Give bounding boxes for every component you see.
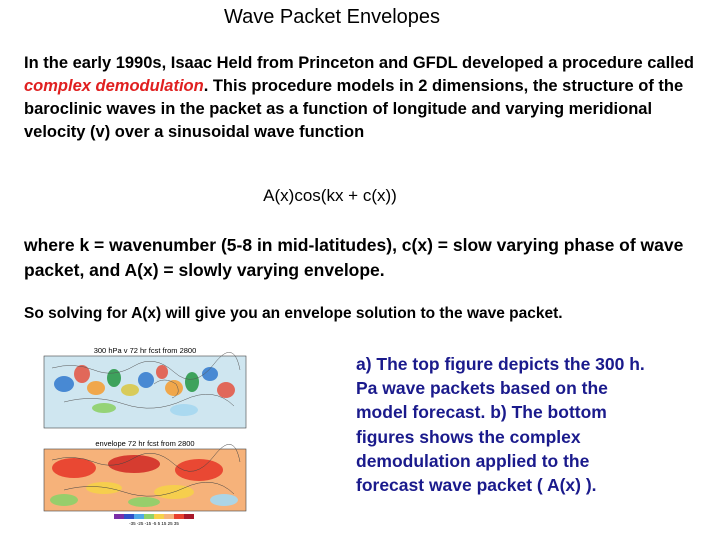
figure-caption: a) The top figure depicts the 300 h. Pa wave packets based on the model forecast. b) The bottom figures shows the complex demodulation applied to the forecast wave packet ( A(x) ). [356, 354, 645, 496]
intro-highlight: complex demodulation [24, 77, 204, 95]
top-figure-title: 300 hPa v 72 hr fcst from 2800 [93, 346, 197, 355]
colorbar-ticks: -35 -25 -15 -5 5 15 25 35 [129, 521, 179, 526]
bottom-figure-map [34, 438, 256, 526]
intro-text-start: In the early 1990s, Isaac Held from Princeton and GFDL developed a procedure called [24, 54, 695, 72]
slide-title: Wave Packet Envelopes [223, 6, 441, 28]
top-figure-map [34, 344, 256, 434]
where-paragraph: where k = wavenumber (5-8 in mid-latitudes), c(x) = slow varying phase of wave packet, and A(x) = slowly varying envelope. [24, 235, 684, 280]
bottom-figure-title: envelope 72 hr fcst from 2800 [95, 439, 195, 448]
wave-formula: A(x)cos(kx + c(x)) [263, 186, 397, 205]
intro-paragraph [24, 52, 694, 144]
bottom-figure [34, 438, 256, 526]
solving-paragraph: So solving for A(x) will give you an envelope solution to the wave packet. [24, 305, 563, 322]
intro-text-end: . This procedure models in 2 dimensions, the structure of the baroclinic waves in the packet as a function of longitude and varying meridional velocity (v) over a sinusoidal wave function [24, 77, 684, 141]
top-map-frame [44, 356, 246, 428]
top-figure [34, 344, 256, 434]
